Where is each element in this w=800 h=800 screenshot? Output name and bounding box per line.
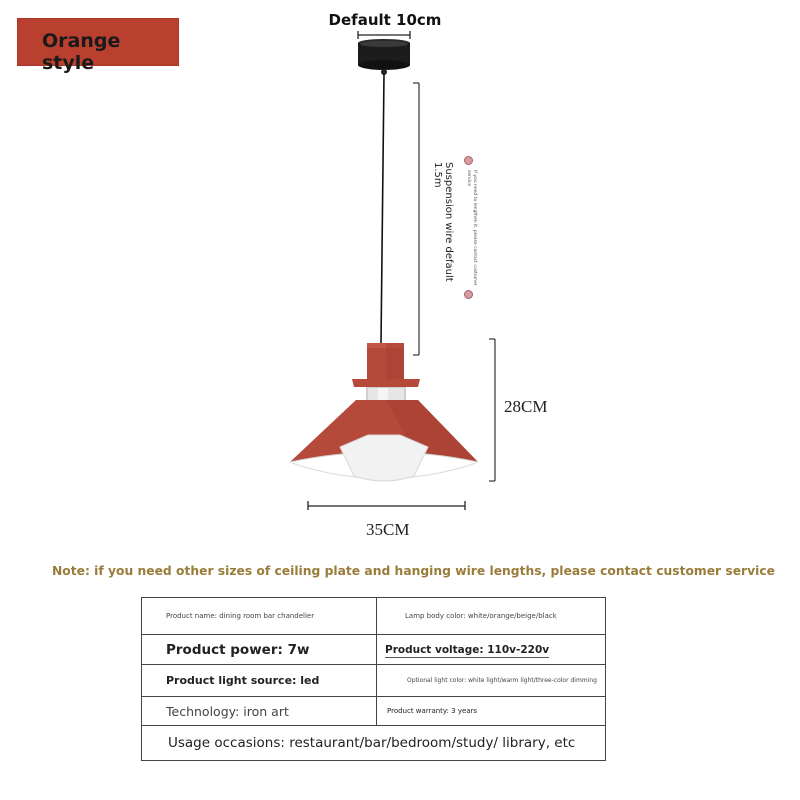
spec-light-color: Optional light color: white light/warm light/three-color dimming <box>377 665 606 697</box>
ceiling-dimension-line <box>358 31 410 39</box>
spec-voltage: Product voltage: 110v-220v <box>385 643 550 656</box>
width-dimension-line <box>308 501 465 510</box>
wire-length-label: Suspension wire default 1.5m <box>432 162 454 282</box>
ceiling-plate <box>358 39 410 75</box>
spec-power: Product power: 7w <box>142 635 377 665</box>
spec-voltage-cell <box>377 635 606 665</box>
style-badge-label: Orange style <box>42 30 121 74</box>
table-row <box>142 697 606 726</box>
table-row <box>142 598 606 635</box>
size-note: Note: if you need other sizes of ceiling plate and hanging wire lengths, please contact customer service <box>52 564 775 578</box>
spec-technology: Technology: iron art <box>142 697 377 726</box>
spec-light-source: Product light source: led <box>142 665 377 697</box>
table-row <box>142 635 606 665</box>
spec-body-color: Lamp body color: white/orange/beige/black <box>377 598 606 635</box>
table-row <box>142 726 606 761</box>
height-dimension-line <box>489 339 495 481</box>
wire-dimension-line <box>413 83 419 355</box>
lamp-shade <box>290 400 478 481</box>
wire-lengthen-note: If you need to lengthen it, please contact customer service <box>466 170 477 286</box>
height-label: 28CM <box>504 397 548 416</box>
spec-table <box>141 597 606 761</box>
spec-product-name: Product name: dining room bar chandelier <box>142 598 377 635</box>
lamp-neck <box>352 343 420 402</box>
width-label: 35CM <box>366 520 410 539</box>
note-bullet-icon <box>464 290 473 299</box>
spec-usage: Usage occasions: restaurant/bar/bedroom/study/ library, etc <box>142 726 606 761</box>
ceiling-plate-label: Default 10cm <box>328 11 442 29</box>
spec-warranty: Product warranty: 3 years <box>377 697 606 726</box>
suspension-wire <box>381 74 384 343</box>
table-row <box>142 665 606 697</box>
note-bullet-icon <box>464 156 473 165</box>
